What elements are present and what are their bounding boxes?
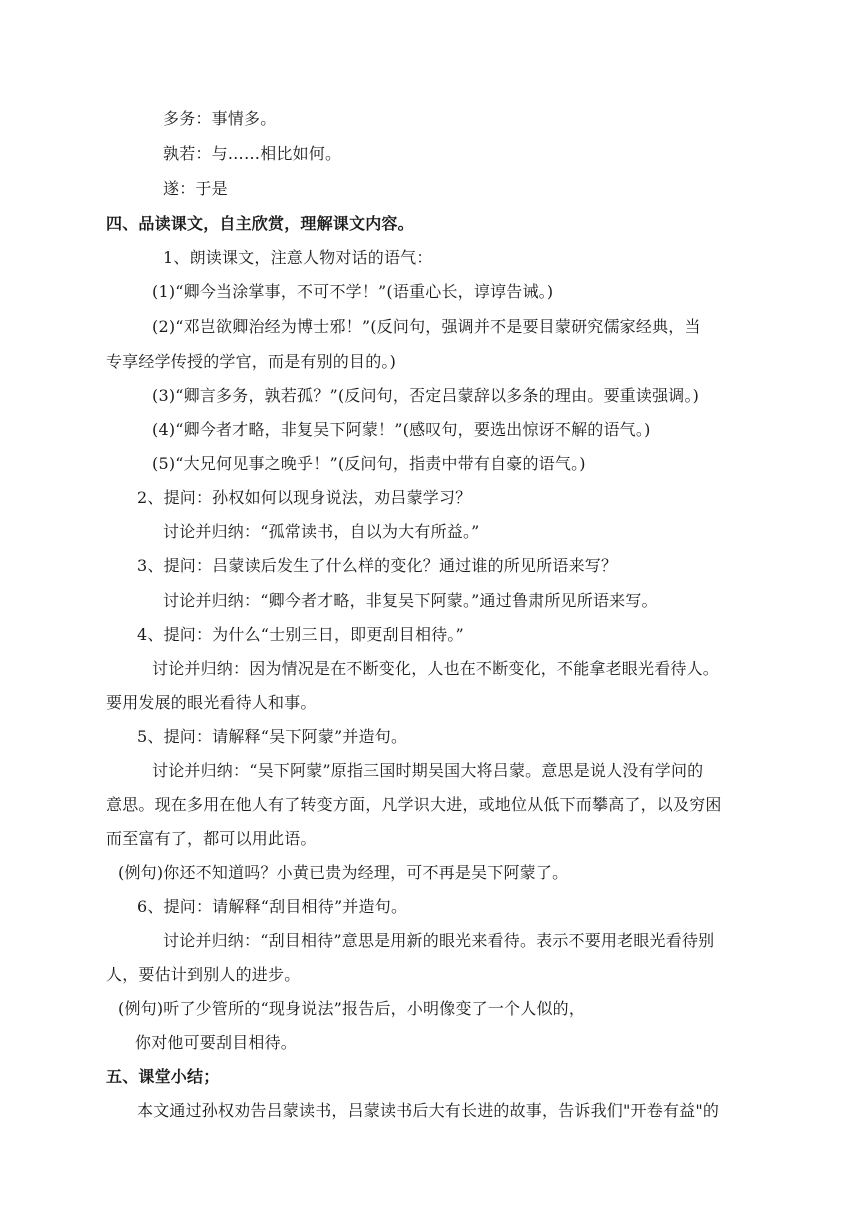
dialogue-2-line-2: 专享经学传授的学官，而是有别的目的。) [106, 352, 397, 371]
dialogue-3: (3)“卿言多务，孰若孤？”(反问句，否定吕蒙辞以多条的理由。要重读强调。) [152, 386, 700, 405]
item-6-answer-line-1: 讨论并归纳：“刮目相待”意思是用新的眼光来看待。表示不要用老眼光看待别 [163, 931, 715, 950]
section-4-heading: 四、品读课文，自主欣赏，理解课文内容。 [106, 214, 414, 233]
item-1-title: 1、朗读课文，注意人物对话的语气： [163, 248, 433, 267]
item-6-question: 6、提问：请解释“刮目相待”并造句。 [137, 897, 408, 916]
item-2-answer: 讨论并归纳：“孤常读书，自以为大有所益。” [163, 522, 480, 541]
vocab-sui: 遂：于是 [163, 179, 228, 198]
item-6-example-line-1: (例句)听了少管所的“现身说法”报告后，小明像变了一个人似的， [118, 999, 586, 1018]
vocab-duowu: 多务：事情多。 [163, 109, 277, 128]
dialogue-2-line-1: (2)“邓岂欲卿治经为博士邪！”(反问句，强调并不是要目蒙研究儒家经典，当 [152, 317, 701, 336]
section-5-heading: 五、课堂小结； [106, 1067, 220, 1086]
item-5-question: 5、提问：请解释“吴下阿蒙”并造句。 [137, 727, 408, 746]
dialogue-5: (5)“大兄何见事之晚乎！”(反问句，指责中带有自豪的语气。) [152, 454, 586, 473]
dialogue-4: (4)“卿今者才略，非复吴下阿蒙！”(感叹句，要选出惊讶不解的语气。) [152, 420, 651, 439]
item-4-answer-line-1: 讨论并归纳：因为情况是在不断变化，人也在不断变化，不能拿老眼光看待人。 [152, 659, 720, 678]
item-4-answer-line-2: 要用发展的眼光看待人和事。 [106, 693, 317, 712]
item-5-answer-line-2: 意思。现在多用在他人有了转变方面，凡学识大进，或地位从低下而攀高了，以及穷困 [106, 795, 722, 814]
item-5-answer-line-3: 而至富有了，都可以用此语。 [106, 829, 317, 848]
item-4-question: 4、提问：为什么“士别三日，即更刮目相待。” [137, 625, 464, 644]
dialogue-1: (1)“卿今当涂掌事，不可不学！”(语重心长，谆谆告诫。) [152, 282, 554, 301]
item-2-question: 2、提问：孙权如何以现身说法，劝吕蒙学习？ [137, 488, 472, 507]
item-6-answer-line-2: 人，要估计到别人的进步。 [106, 965, 301, 984]
vocab-shuruo: 孰若：与……相比如何。 [163, 144, 342, 163]
item-6-example-line-2: 你对他可要刮目相待。 [135, 1033, 298, 1052]
item-3-answer: 讨论并归纳：“卿今者才略，非复吴下阿蒙。”通过鲁肃所见所语来写。 [163, 591, 658, 610]
item-3-question: 3、提问：吕蒙读后发生了什么样的变化？通过谁的所见所语来写？ [137, 556, 618, 575]
summary-line-1: 本文通过孙权劝告吕蒙读书，吕蒙读书后大有长进的故事，告诉我们"开卷有益"的 [137, 1101, 720, 1120]
item-5-example: (例句)你还不知道吗？小黄已贵为经理，可不再是吴下阿蒙了。 [118, 863, 569, 882]
item-5-answer-line-1: 讨论并归纳：“吴下阿蒙”原指三国时期吴国大将吕蒙。意思是说人没有学问的 [152, 761, 704, 780]
